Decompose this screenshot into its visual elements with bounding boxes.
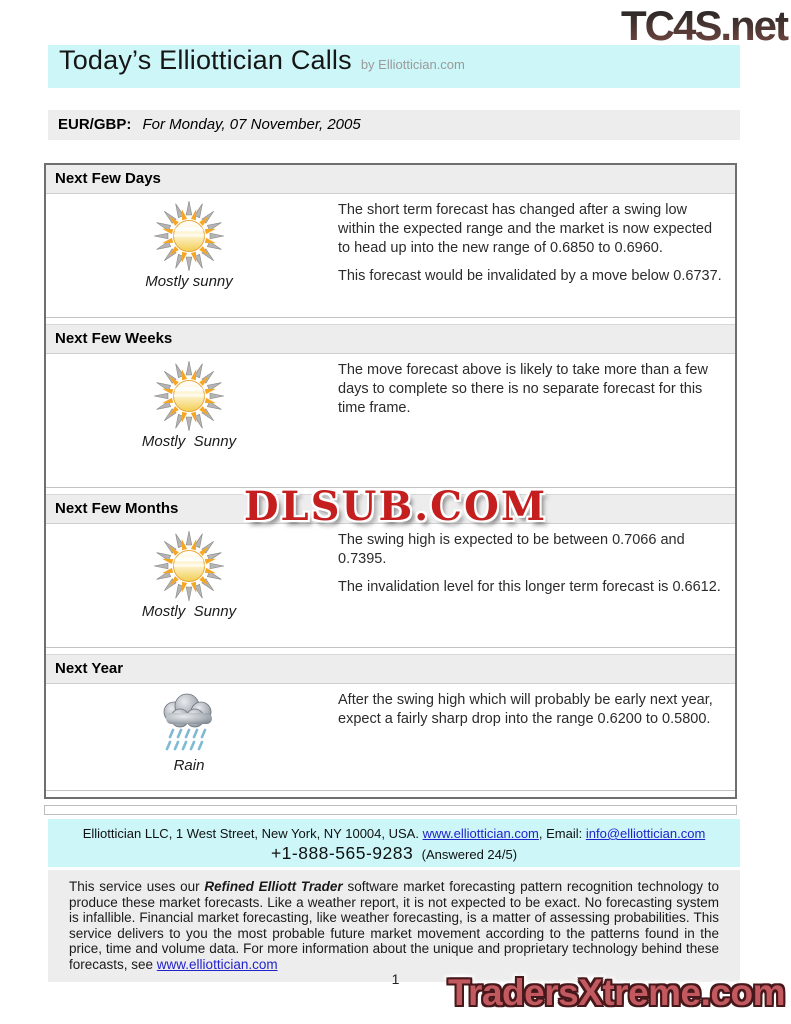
report-date: For Monday, 07 November, 2005	[142, 116, 361, 133]
section-title: Next Few Months	[46, 494, 735, 524]
phone-line	[48, 843, 740, 864]
website-link[interactable]: www.elliottician.com	[422, 826, 539, 841]
section-title: Next Few Weeks	[46, 324, 735, 354]
dlsub-watermark: DLSUB.COM	[243, 483, 548, 530]
weather-caption: Mostly Sunny	[141, 433, 237, 450]
empty-strip	[44, 805, 737, 815]
page-title: Today’s Elliottician Calls	[59, 45, 352, 75]
section-next-few-days	[46, 165, 735, 318]
sun-icon	[153, 529, 225, 601]
forecast-paragraph: The short term forecast has changed after a swing low within the expected range and the market is now expected to head up into the new range of 0.6850 to 0.6960.	[338, 202, 713, 256]
tc4s-logo-text: TC4S.net	[620, 2, 787, 48]
section-title: Next Year	[46, 654, 735, 684]
sun-icon	[153, 199, 225, 271]
tradersxtreme-logo: TradersXtreme.com	[447, 972, 785, 1013]
instrument-label: EUR/GBP:	[58, 116, 132, 133]
instrument-bar	[48, 110, 740, 140]
weather-caption: Mostly sunny	[145, 273, 233, 290]
forecast-paragraph: The swing high is expected to be between 0.7066 and 0.7395.	[338, 532, 685, 567]
address-line	[48, 826, 740, 841]
tc4s-logo	[579, 0, 791, 53]
contact-footer	[48, 819, 740, 867]
weather-caption: Mostly Sunny	[141, 603, 237, 620]
product-name: Refined Elliott Trader	[204, 879, 343, 894]
section-next-year	[46, 654, 735, 791]
weather-caption: Rain	[173, 757, 205, 774]
disclaimer-text: This service uses our	[69, 879, 205, 894]
section-next-few-weeks	[46, 324, 735, 488]
email-label: , Email:	[538, 826, 586, 841]
phone-number: +1-888-565-9283	[270, 843, 414, 863]
forecast-paragraph: The invalidation level for this longer term forecast is 0.6612.	[338, 579, 721, 595]
section-title: Next Few Days	[46, 165, 735, 194]
forecast-box	[44, 163, 737, 799]
page-number: 1	[391, 971, 400, 987]
forecast-paragraph: After the swing high which will probably be early next year, expect a fairly sharp drop into the range 0.6200 to 0.5800.	[338, 692, 713, 727]
phone-note: (Answered 24/5)	[421, 847, 518, 862]
byline: by Elliottician.com	[360, 57, 465, 72]
disclaimer-text: software market forecasting pattern recognition technology to produce these market forecasts. Like a weather report, it is not expected to be exact. No forecasting system is infallible. Financial market forecasting, like weather forecasting, is a matter of assessing probabilities. This service delivers to you the most probable future market movement according to the patterns found in the price, time and volume data. For more information about the unique and proprietary technology behind these forecasts, see	[69, 879, 720, 972]
forecast-paragraph: This forecast would be invalidated by a move below 0.6737.	[338, 268, 722, 284]
disclaimer	[48, 870, 740, 982]
address-text: Elliottician LLC, 1 West Street, New York, NY 10004, USA.	[82, 826, 423, 841]
sun-icon	[153, 359, 225, 431]
disclaimer-link[interactable]: www.elliottician.com	[156, 956, 278, 972]
forecast-paragraph: The move forecast above is likely to take more than a few days to complete so there is no separate forecast for this time frame.	[338, 362, 708, 416]
email-link[interactable]: info@elliottician.com	[585, 826, 706, 841]
rain-icon	[151, 689, 227, 755]
